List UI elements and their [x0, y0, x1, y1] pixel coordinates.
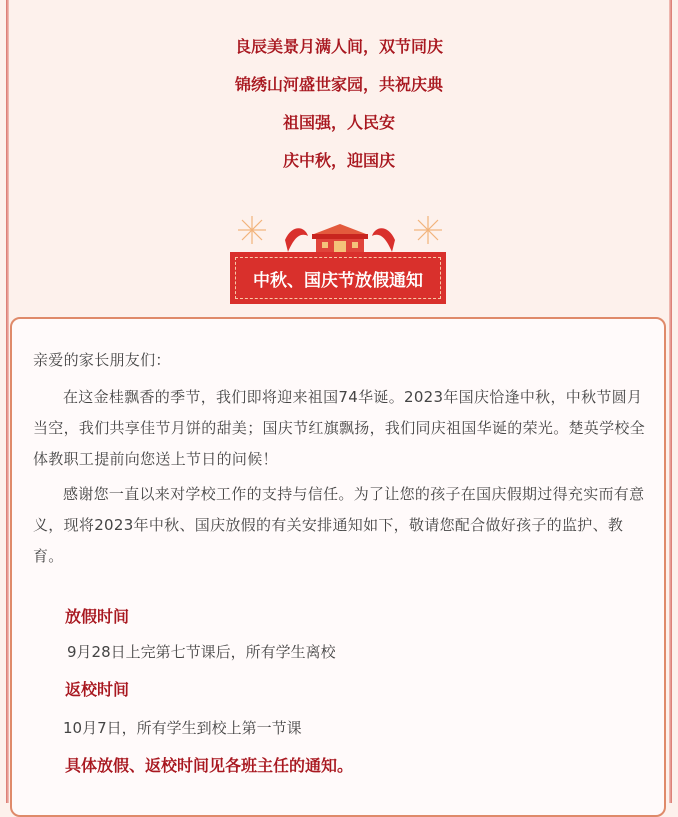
notice-card	[10, 317, 666, 817]
title-banner	[0, 210, 678, 300]
slogan-line-2: 锦绣山河盛世家园，共祝庆典	[234, 75, 443, 94]
greeting: 亲爱的家长朋友们：	[33, 351, 171, 369]
return-body: 10月7日，所有学生到校上第一节课	[63, 719, 302, 737]
slogan-block	[0, 33, 678, 185]
slogan-line-4: 庆中秋，迎国庆	[282, 151, 395, 170]
notice-note: 具体放假、返校时间见各班主任的通知。	[65, 756, 354, 775]
notice-content	[33, 345, 649, 784]
slogan-line-1: 良辰美景月满人间，双节同庆	[234, 37, 443, 56]
holiday-heading: 放假时间	[65, 607, 130, 626]
paragraph-2: 感谢您一直以来对学校工作的支持与信任。为了让您的孩子在国庆假期过得充实而有意义，现将2023年中秋、国庆放假的有关安排通知如下，敬请您配合做好孩子的监护、教育。	[33, 485, 645, 565]
banner-box	[230, 252, 446, 304]
banner-title: 中秋、国庆节放假通知	[235, 257, 441, 299]
slogan-line-3: 祖国强，人民安	[282, 113, 395, 132]
paragraph-1: 在这金桂飘香的季节，我们即将迎来祖国74华诞。2023年国庆恰逢中秋，中秋节圆月当空，我们共享佳节月饼的甜美；国庆节红旗飘扬，我们同庆祖国华诞的荣光。楚英学校全体教职工提前向您送上节日的问候！	[33, 388, 646, 468]
schedule-block	[65, 602, 649, 784]
holiday-body: 9月28日上完第七节课后，所有学生离校	[67, 643, 336, 661]
return-heading: 返校时间	[65, 680, 130, 699]
